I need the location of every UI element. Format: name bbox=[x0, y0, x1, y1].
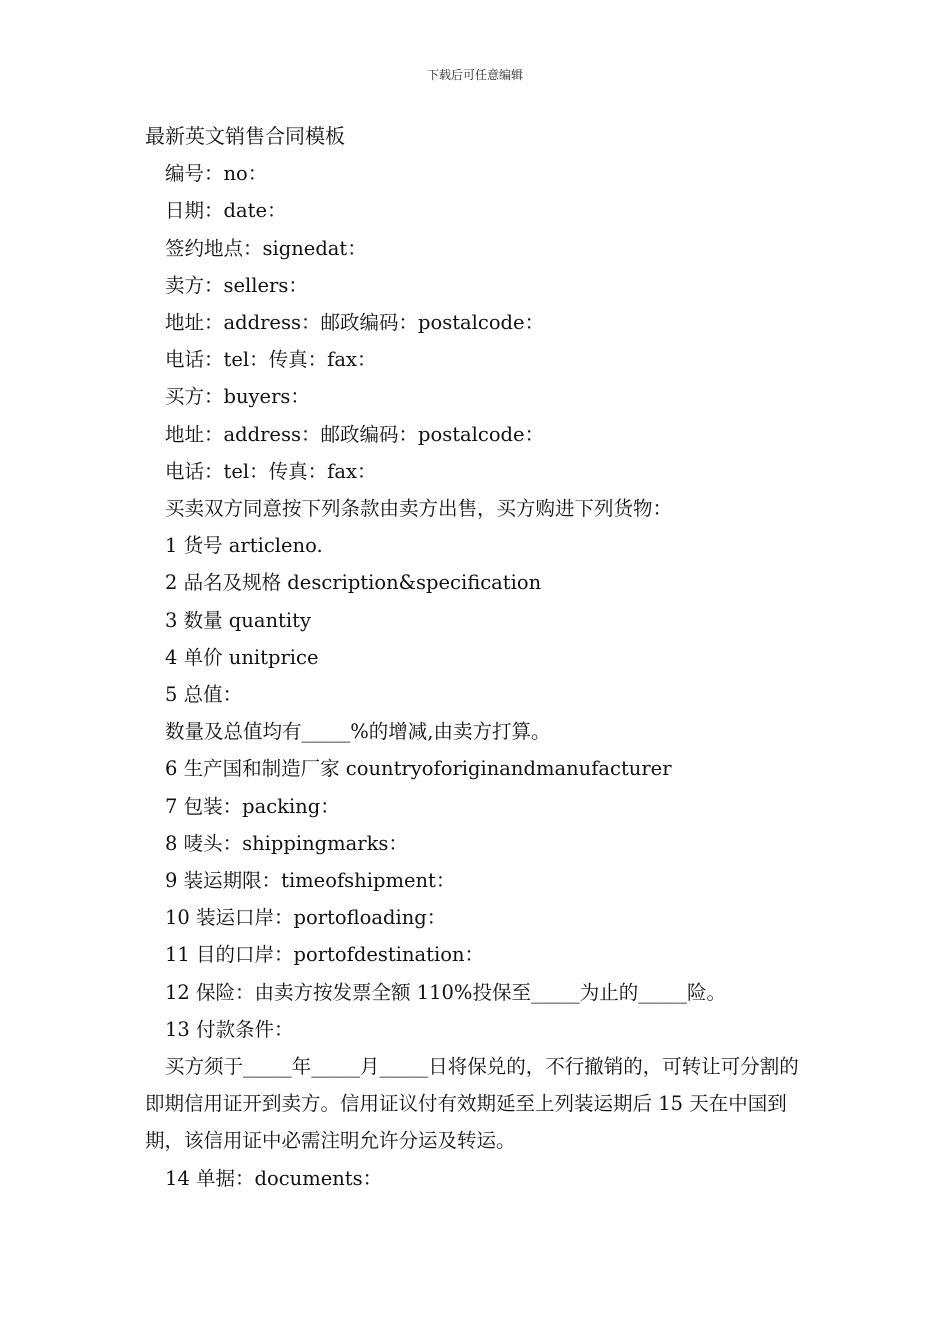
clause-quantity: 3 数量 quantity bbox=[165, 608, 311, 632]
clause-article-no: 1 货号 articleno. bbox=[165, 534, 323, 558]
field-number: 编号：no： bbox=[165, 162, 268, 186]
clause-description: 2 品名及规格 description&specification bbox=[165, 571, 542, 595]
clause-packing: 7 包装：packing： bbox=[165, 794, 340, 818]
clause-port-of-destination: 11 目的口岸：portofdestination： bbox=[165, 943, 485, 967]
agreement-statement: 买卖双方同意按下列条款由卖方出售，买方购进下列货物： bbox=[165, 497, 673, 521]
field-sellers: 卖方：sellers： bbox=[165, 273, 308, 297]
clause-tolerance: 数量及总值均有_____%的增减,由卖方打算。 bbox=[165, 720, 551, 744]
page-header: 下载后可任意编辑 bbox=[426, 68, 523, 82]
field-date: 日期：date： bbox=[165, 199, 287, 223]
field-buyer-address: 地址：address：邮政编码：postalcode： bbox=[165, 422, 545, 446]
clause-unit-price: 4 单价 unitprice bbox=[165, 645, 319, 669]
clause-port-of-loading: 10 装运口岸：portofloading： bbox=[165, 906, 447, 930]
document-title: 最新英文销售合同模板 bbox=[145, 124, 345, 148]
field-buyer-tel: 电话：tel：传真：fax： bbox=[165, 459, 377, 483]
document-body bbox=[145, 118, 815, 1197]
clause-documents: 14 单据：documents： bbox=[165, 1166, 383, 1190]
clause-time-of-shipment: 9 装运期限：timeofshipment： bbox=[165, 869, 456, 893]
clause-insurance: 12 保险：由卖方按发票全额 110%投保至_____为止的_____险。 bbox=[165, 980, 726, 1004]
payment-paragraph: 买方须于_____年_____月_____日将保兑的，不行撤销的，可转让可分割的即期信用证开到卖方。信用证议付有效期延至上列装运期后 15 天在中国到期，该信用证中必需注明允许分运及转运。 bbox=[145, 1055, 799, 1153]
clause-payment-terms: 13 付款条件： bbox=[165, 1017, 294, 1041]
field-seller-address: 地址：address：邮政编码：postalcode： bbox=[165, 311, 545, 335]
clause-total-value: 5 总值： bbox=[165, 683, 243, 707]
field-signed-at: 签约地点：signedat： bbox=[165, 236, 367, 260]
clause-country-of-origin: 6 生产国和制造厂家 countryoforiginandmanufacturer bbox=[165, 757, 672, 781]
clause-shipping-marks: 8 唛头：shippingmarks： bbox=[165, 831, 408, 855]
field-seller-tel: 电话：tel：传真：fax： bbox=[165, 348, 377, 372]
field-buyers: 买方：buyers： bbox=[165, 385, 310, 409]
